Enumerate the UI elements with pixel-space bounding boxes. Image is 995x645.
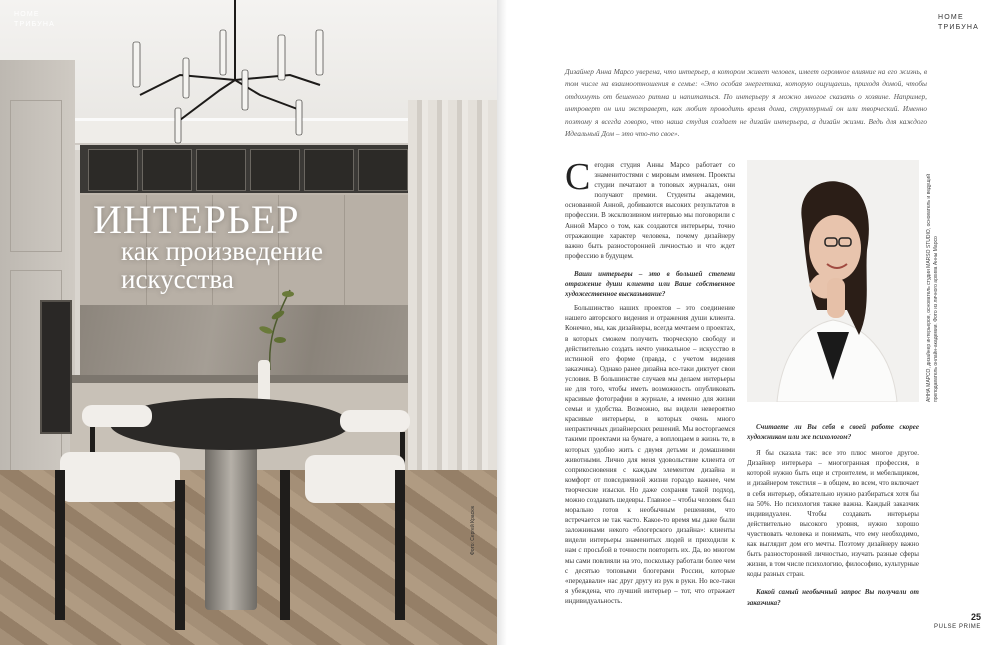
body-column-2 [747,422,919,608]
page-number: 25 [970,612,981,622]
table-pedestal [205,440,257,610]
magazine-name: PULSE PRIME [934,624,981,630]
body-column-1 [565,156,735,606]
section-label [14,10,55,30]
section-label-home: HOME [938,14,964,21]
section-label [938,13,979,33]
intro-paragraph [565,156,735,261]
article-title: ИНТЕРЬЕР [93,197,300,242]
chair-front-left-frame [55,470,65,620]
plant-branch [240,280,300,370]
answer-2: Я бы сказала так: все это плюс многое другое. Дизайнер интерьера – многогранная профессия, в которой нужно быть еще и строителем, и мебельщиком, и дизайнером текстиля – в общем, во всем, что включает в себя интерьер, обязательно нужно разбираться хотя бы на 50%. Но психология также важна. Каждый заказчик индивидуален. Чтобы создавать интерьеры действительно высокого уровня, нужно хорошо чувствовать человека и понимать, что ему необходимо, как выглядит дом его мечты. Поэтому дизайнеру важно быть разносторонней личностью, изучать разные сферы жизни, в том числе психологию, философию, культурные коды разных стран. [747,449,919,579]
chair-front-right-seat [305,455,405,503]
article-subtitle-line1: как произведение [121,236,323,266]
chandelier [120,0,340,160]
portrait-illustration [747,160,919,402]
photo-credit: Фото: Сергей Красюк [470,505,476,555]
chair-back-left [82,405,152,427]
drop-cap: С [565,156,591,198]
section-label-home: HOME [14,11,40,18]
chair-front-left-seat [60,452,180,502]
article-subtitle-line2: искусства [121,264,234,294]
page-gutter [497,0,507,645]
section-label-tribuna: ТРИБУНА [938,24,979,31]
chair-front-right-leg [395,470,405,620]
lead-paragraph: Дизайнер Анна Марсо уверена, что интерьер, в котором живет человек, имеет огромное влияние на его жизнь, в том числе на взаимоотношения в семье: «Это особая энергетика, которую ощущаешь, приходя домой, чтобы отдохнуть от бешеного ритма и напитаться. По интерьеру я можно многое сказать о хозяине. Например, интроверт он или экстраверт, как любит проводить время дома, структурный он или творческий. Именно поэтому я всегда говорю, что наша студия создает не дизайн интерьера, а дизайн жизни. Ведь для каждого Идеальный Дом – это что-то свое». [565,67,927,139]
chair-back-right [340,410,410,432]
chair-front-left-leg [175,480,185,630]
countertop [70,375,415,383]
question-2: Считаете ли Вы себя в своей работе скорее художником или же психологом? [747,423,919,442]
oven [40,300,72,434]
portrait-caption: АННА МАРСО, дизайнер интерьеров, основатель студии MARSO STUDIO, основатель и ведущий преподаватель онлайн-академии. Фото из личного архива Анны Марсо [926,174,939,402]
section-label-tribuna: ТРИБУНА [14,21,55,28]
chair-front-right-frame [280,470,290,620]
question-1: Ваши интерьеры – это в большей степени отражение души клиента или Ваше собственное художественное высказывание? [565,269,735,299]
intro-text: егодня студия Анны Марсо работает со знаменитостями с мировым именем. Проекты студии печатают в топовых журналах, они получают премии. Студенты академии, основанной Анной, добиваются высоких результатов в профессии. В эксклюзивном интервью мы поговорили с Анной Марсо о том, как создаются интерьеры, точно отражающие характер человека, почему дизайнеру важно быть разносторонней личностью и что ждет профессию в будущем. [565,161,735,260]
answer-1: Большинство наших проектов – это соединение нашего авторского видения и отражения души клиента. Конечно, мы, как дизайнеры, всегда мечтаем о проектах, в которых сможем получить творческую свободу и действительно создать нечто уникальное – искусство в истинной его форме (правда, с учетом видения заказчика). Однако ранее дизайна все-таки диктует свои условия. В большинстве случаев мы делаем интерьеры не для того, чтобы иметь возможность опубликовать красивые фотографии в журнале, а именно для жизни семьи и удобства. Возможно, вы видели невероятно красивые интерьеры, в которых очень много непрактичных дизайнерских решений. Мы восторгаемся такими проектами на бумаге, а воплощаем в жизнь те, в которых удобно жить с двумя детьми и домашними животными. Лично для меня удовольствие клиента от соприкосновения с каждым элементом дизайна и комфорт от повседневной жизни гораздо важнее, чем творческие изыски. Но даже сохраняя такой подход, можно создавать шедевры. Главное – чтобы человек был морально готов к необычным решениям, что встречается не так часто. Какое-то время мы даже были заложниками некого «блогерского дизайна»: клиенты видели интерьеры знаменитых людей и приходили к нам с просьбой в точности повторить их. Да, во многом мы сами повлияли на это, поскольку работали более чем с десятью топовыми блогерами России, которые «передавали» нас друг другу из рук в руки. Но все-таки я убеждена, что лучший интерьер – тот, что отражает индивидуальность. [565,304,735,605]
portrait-photo [747,160,919,402]
interior-photo [0,0,497,645]
question-3: Какой самый необычный запрос Вы получали от заказчика? [747,588,919,607]
